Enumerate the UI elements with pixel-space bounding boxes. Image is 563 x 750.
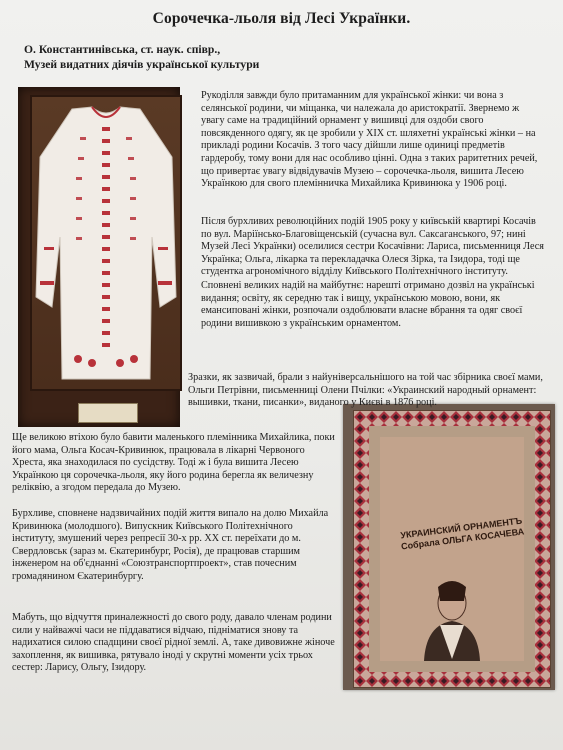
embroidered-shirt-photo [18, 87, 180, 427]
exhibit-label [78, 403, 138, 423]
paragraph-patterns: Зразки, як зазвичай, брали з найуніверсальнішого на той час збірника своєї мами, Ольги Петрівни, письменниці Олени Пчілки: «Украинский народный орнамент: вышивки, ткани, писанки», виданого у Києві в 1876 році. [188, 372, 543, 409]
shirt-illustration [32, 97, 180, 389]
ornament-border [354, 411, 550, 687]
author-block [24, 42, 259, 72]
author-institution: Музей видатних діячів української культури [24, 58, 260, 71]
paragraph-biography: Бурхливе, сповнене надзвичайних подій життя випало на долю Михайла Кривинюка (молодшого). Випускник Київського Політехнічного інституту, змушений через репресії 30-х рр. XX ст. переїхати до м. Свердловськ (зараз м. Єкатеринбург, Росія), де працював старшим інженером на об'єднанні «Союзтранспортпроект», став почесним громадянином Єкатеринбургу. [12, 508, 329, 582]
book-cover [353, 410, 551, 688]
paragraph-hopes: Сповнені великих надій на майбутнє: нарешті отримано дозвіл на українські видання; освіту, як середню так і вищу, українською мовою, вони, як емансиповані жінки, розпочали оздоблювати власне вбрання та одяг своєї родини вишивкою з українським орнаментом. [201, 280, 535, 329]
paragraph-mykhailyk: Ще великою втіхою було бавити маленького племінника Михайлика, поки його мама, Ольга Косач-Кривинюк, працювала в лікарні Червоного Хреста, яка знаходилася по сусідству. Тоді ж і була вишита Лесею Українкою ця сорочечка-льоля, яку його родина берегла як величезну реліквію, а згодом передала до Музею. [12, 432, 335, 494]
author-name: О. Константинівська, ст. наук. співр., [24, 43, 221, 56]
book-cover-title: УКРАИНСКИЙ ОРНАМЕНТЪ Собрала ОЛЬГА КОСАЧЕВА [399, 515, 525, 552]
paragraph-conclusion: Мабуть, що відчуття приналежності до свого роду, давало членам родини сили у найважчі часи не піддаватися відчаю, підніматися знову та надихатися силою спадщини своєї рідної землі. А, таке дивовижне жіноче захоплення, як вишивка, рятувало іноді у скрутні моменти усіх трьох сестер: Ларису, Ольгу, Ізидору. [12, 612, 335, 674]
book-cover-photo [343, 404, 555, 690]
paragraph-revolution: Після бурхливих революційних подій 1905 року у київській квартирі Косачів по вул. Маріїнсько-Благовіщенській (сучасна вул. Саксаганського, 97; нині Музей Лесі Українки) оселилися сестри Косачівни: Лариса, письменниця Леся Українка; Ольга, лікарка та перекладачка Олеся Зірка, та Ізидора, тоді ще студентка агрономічного відділу Київського Політехнічного інституту. [201, 216, 544, 278]
article-title: Сорочечка-льоля від Лесі Українки. [152, 10, 411, 27]
paragraph-intro: Рукоділля завжди було притаманним для української жінки: чи вона з селянської родини, чи міщанка, чи належала до аристократії. Звернемо ж увагу саме на традиційний орнамент у вишивці для оздоби свого повсякденного одягу, як це зробили у XIX ст. шляхетні українські жінки – на прикладі родини Косачів. З того часу дійшли лише одиниці предметів гардеробу, тому вони для нас особливо цінні. Одна з таких раритетних речей, що привертає увагу відвідувачів Музею – сорочечка-льоля, вишита Лесею Українкою для свого племінничка Михайлика Кривинюка у 1906 році. [201, 90, 538, 190]
display-case [30, 95, 182, 391]
